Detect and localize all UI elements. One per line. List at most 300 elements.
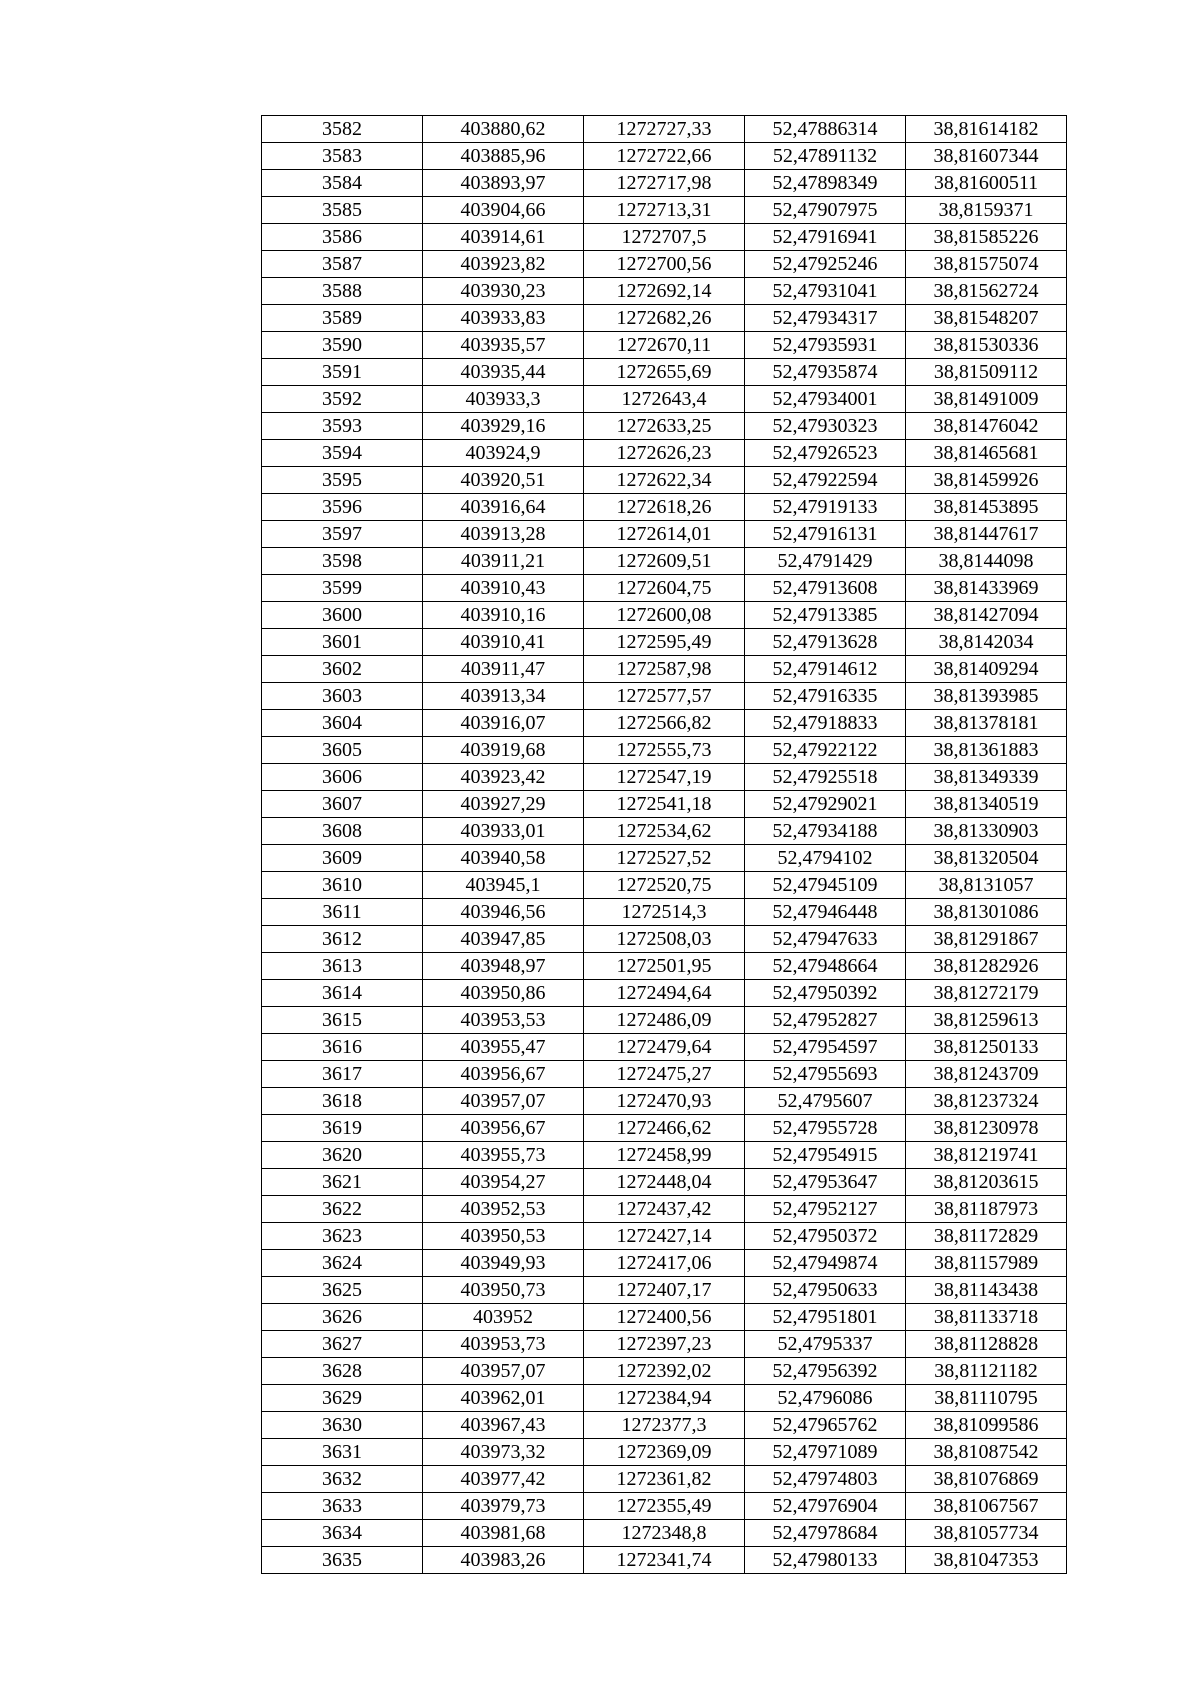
y-coordinate-cell: 1272609,51 [584, 548, 745, 575]
x-coordinate-cell: 403910,16 [423, 602, 584, 629]
longitude-cell: 38,8142034 [906, 629, 1067, 656]
y-coordinate-cell: 1272448,04 [584, 1169, 745, 1196]
x-coordinate-cell: 403948,97 [423, 953, 584, 980]
longitude-cell: 38,81378181 [906, 710, 1067, 737]
point-number-cell: 3599 [262, 575, 423, 602]
latitude-cell: 52,47925246 [745, 251, 906, 278]
y-coordinate-cell: 1272534,62 [584, 818, 745, 845]
x-coordinate-cell: 403913,28 [423, 521, 584, 548]
point-number-cell: 3584 [262, 170, 423, 197]
y-coordinate-cell: 1272479,64 [584, 1034, 745, 1061]
longitude-cell: 38,81282926 [906, 953, 1067, 980]
longitude-cell: 38,81121182 [906, 1358, 1067, 1385]
x-coordinate-cell: 403940,58 [423, 845, 584, 872]
table-row [262, 1547, 1067, 1574]
x-coordinate-cell: 403885,96 [423, 143, 584, 170]
x-coordinate-cell: 403916,64 [423, 494, 584, 521]
point-number-cell: 3595 [262, 467, 423, 494]
longitude-cell: 38,81087542 [906, 1439, 1067, 1466]
latitude-cell: 52,47913628 [745, 629, 906, 656]
latitude-cell: 52,47918833 [745, 710, 906, 737]
table-row [262, 1223, 1067, 1250]
point-number-cell: 3590 [262, 332, 423, 359]
point-number-cell: 3606 [262, 764, 423, 791]
table-row [262, 1169, 1067, 1196]
table-row [262, 1412, 1067, 1439]
latitude-cell: 52,47954597 [745, 1034, 906, 1061]
point-number-cell: 3585 [262, 197, 423, 224]
longitude-cell: 38,81187973 [906, 1196, 1067, 1223]
table-row [262, 1142, 1067, 1169]
x-coordinate-cell: 403880,62 [423, 116, 584, 143]
point-number-cell: 3616 [262, 1034, 423, 1061]
latitude-cell: 52,47925518 [745, 764, 906, 791]
longitude-cell: 38,81330903 [906, 818, 1067, 845]
longitude-cell: 38,8131057 [906, 872, 1067, 899]
point-number-cell: 3635 [262, 1547, 423, 1574]
longitude-cell: 38,81361883 [906, 737, 1067, 764]
x-coordinate-cell: 403957,07 [423, 1358, 584, 1385]
y-coordinate-cell: 1272427,14 [584, 1223, 745, 1250]
longitude-cell: 38,81047353 [906, 1547, 1067, 1574]
longitude-cell: 38,81491009 [906, 386, 1067, 413]
x-coordinate-cell: 403933,3 [423, 386, 584, 413]
longitude-cell: 38,81476042 [906, 413, 1067, 440]
longitude-cell: 38,81291867 [906, 926, 1067, 953]
y-coordinate-cell: 1272397,23 [584, 1331, 745, 1358]
point-number-cell: 3617 [262, 1061, 423, 1088]
point-number-cell: 3628 [262, 1358, 423, 1385]
table-row [262, 197, 1067, 224]
longitude-cell: 38,81237324 [906, 1088, 1067, 1115]
point-number-cell: 3626 [262, 1304, 423, 1331]
x-coordinate-cell: 403956,67 [423, 1115, 584, 1142]
table-row [262, 818, 1067, 845]
y-coordinate-cell: 1272618,26 [584, 494, 745, 521]
longitude-cell: 38,81076869 [906, 1466, 1067, 1493]
x-coordinate-cell: 403950,86 [423, 980, 584, 1007]
point-number-cell: 3594 [262, 440, 423, 467]
table-row [262, 1466, 1067, 1493]
y-coordinate-cell: 1272527,52 [584, 845, 745, 872]
x-coordinate-cell: 403977,42 [423, 1466, 584, 1493]
point-number-cell: 3634 [262, 1520, 423, 1547]
point-number-cell: 3608 [262, 818, 423, 845]
point-number-cell: 3630 [262, 1412, 423, 1439]
latitude-cell: 52,47949874 [745, 1250, 906, 1277]
x-coordinate-cell: 403953,53 [423, 1007, 584, 1034]
coordinate-table-body [262, 116, 1067, 1574]
longitude-cell: 38,81259613 [906, 1007, 1067, 1034]
table-row [262, 386, 1067, 413]
table-row [262, 1034, 1067, 1061]
y-coordinate-cell: 1272727,33 [584, 116, 745, 143]
coordinate-table [261, 115, 1067, 1574]
x-coordinate-cell: 403929,16 [423, 413, 584, 440]
latitude-cell: 52,47916941 [745, 224, 906, 251]
point-number-cell: 3629 [262, 1385, 423, 1412]
y-coordinate-cell: 1272713,31 [584, 197, 745, 224]
latitude-cell: 52,47978684 [745, 1520, 906, 1547]
table-row [262, 143, 1067, 170]
point-number-cell: 3627 [262, 1331, 423, 1358]
y-coordinate-cell: 1272475,27 [584, 1061, 745, 1088]
y-coordinate-cell: 1272600,08 [584, 602, 745, 629]
latitude-cell: 52,47922594 [745, 467, 906, 494]
longitude-cell: 38,81143438 [906, 1277, 1067, 1304]
point-number-cell: 3605 [262, 737, 423, 764]
latitude-cell: 52,47956392 [745, 1358, 906, 1385]
longitude-cell: 38,81203615 [906, 1169, 1067, 1196]
latitude-cell: 52,47955728 [745, 1115, 906, 1142]
point-number-cell: 3612 [262, 926, 423, 953]
x-coordinate-cell: 403949,93 [423, 1250, 584, 1277]
latitude-cell: 52,47954915 [745, 1142, 906, 1169]
point-number-cell: 3603 [262, 683, 423, 710]
point-number-cell: 3586 [262, 224, 423, 251]
x-coordinate-cell: 403983,26 [423, 1547, 584, 1574]
x-coordinate-cell: 403957,07 [423, 1088, 584, 1115]
point-number-cell: 3624 [262, 1250, 423, 1277]
y-coordinate-cell: 1272626,23 [584, 440, 745, 467]
longitude-cell: 38,81409294 [906, 656, 1067, 683]
y-coordinate-cell: 1272348,8 [584, 1520, 745, 1547]
table-row [262, 1250, 1067, 1277]
table-row [262, 656, 1067, 683]
y-coordinate-cell: 1272587,98 [584, 656, 745, 683]
latitude-cell: 52,47934188 [745, 818, 906, 845]
y-coordinate-cell: 1272508,03 [584, 926, 745, 953]
longitude-cell: 38,81393985 [906, 683, 1067, 710]
longitude-cell: 38,81340519 [906, 791, 1067, 818]
y-coordinate-cell: 1272692,14 [584, 278, 745, 305]
latitude-cell: 52,47913608 [745, 575, 906, 602]
x-coordinate-cell: 403950,53 [423, 1223, 584, 1250]
table-row [262, 953, 1067, 980]
table-row [262, 1493, 1067, 1520]
longitude-cell: 38,81447617 [906, 521, 1067, 548]
point-number-cell: 3621 [262, 1169, 423, 1196]
table-row [262, 710, 1067, 737]
y-coordinate-cell: 1272722,66 [584, 143, 745, 170]
point-number-cell: 3625 [262, 1277, 423, 1304]
x-coordinate-cell: 403910,41 [423, 629, 584, 656]
latitude-cell: 52,47948664 [745, 953, 906, 980]
latitude-cell: 52,47952827 [745, 1007, 906, 1034]
y-coordinate-cell: 1272377,3 [584, 1412, 745, 1439]
point-number-cell: 3593 [262, 413, 423, 440]
latitude-cell: 52,47913385 [745, 602, 906, 629]
table-row [262, 440, 1067, 467]
y-coordinate-cell: 1272707,5 [584, 224, 745, 251]
longitude-cell: 38,81272179 [906, 980, 1067, 1007]
table-row [262, 116, 1067, 143]
longitude-cell: 38,81230978 [906, 1115, 1067, 1142]
table-row [262, 629, 1067, 656]
y-coordinate-cell: 1272577,57 [584, 683, 745, 710]
latitude-cell: 52,47929021 [745, 791, 906, 818]
x-coordinate-cell: 403935,44 [423, 359, 584, 386]
latitude-cell: 52,47926523 [745, 440, 906, 467]
table-row [262, 251, 1067, 278]
longitude-cell: 38,81548207 [906, 305, 1067, 332]
point-number-cell: 3632 [262, 1466, 423, 1493]
x-coordinate-cell: 403904,66 [423, 197, 584, 224]
x-coordinate-cell: 403913,34 [423, 683, 584, 710]
x-coordinate-cell: 403914,61 [423, 224, 584, 251]
longitude-cell: 38,81110795 [906, 1385, 1067, 1412]
x-coordinate-cell: 403911,21 [423, 548, 584, 575]
latitude-cell: 52,47950372 [745, 1223, 906, 1250]
table-row [262, 1331, 1067, 1358]
latitude-cell: 52,47950392 [745, 980, 906, 1007]
latitude-cell: 52,47934317 [745, 305, 906, 332]
y-coordinate-cell: 1272541,18 [584, 791, 745, 818]
point-number-cell: 3588 [262, 278, 423, 305]
table-row [262, 224, 1067, 251]
latitude-cell: 52,47947633 [745, 926, 906, 953]
x-coordinate-cell: 403924,9 [423, 440, 584, 467]
latitude-cell: 52,47916335 [745, 683, 906, 710]
table-row [262, 1115, 1067, 1142]
latitude-cell: 52,47934001 [745, 386, 906, 413]
table-row [262, 1439, 1067, 1466]
x-coordinate-cell: 403973,32 [423, 1439, 584, 1466]
x-coordinate-cell: 403933,83 [423, 305, 584, 332]
latitude-cell: 52,47891132 [745, 143, 906, 170]
longitude-cell: 38,81614182 [906, 116, 1067, 143]
longitude-cell: 38,81607344 [906, 143, 1067, 170]
y-coordinate-cell: 1272458,99 [584, 1142, 745, 1169]
y-coordinate-cell: 1272501,95 [584, 953, 745, 980]
latitude-cell: 52,47922122 [745, 737, 906, 764]
latitude-cell: 52,47930323 [745, 413, 906, 440]
longitude-cell: 38,81133718 [906, 1304, 1067, 1331]
table-row [262, 1520, 1067, 1547]
point-number-cell: 3583 [262, 143, 423, 170]
x-coordinate-cell: 403946,56 [423, 899, 584, 926]
table-row [262, 575, 1067, 602]
point-number-cell: 3598 [262, 548, 423, 575]
longitude-cell: 38,81250133 [906, 1034, 1067, 1061]
x-coordinate-cell: 403979,73 [423, 1493, 584, 1520]
latitude-cell: 52,4791429 [745, 548, 906, 575]
x-coordinate-cell: 403910,43 [423, 575, 584, 602]
x-coordinate-cell: 403919,68 [423, 737, 584, 764]
y-coordinate-cell: 1272417,06 [584, 1250, 745, 1277]
longitude-cell: 38,81509112 [906, 359, 1067, 386]
point-number-cell: 3582 [262, 116, 423, 143]
y-coordinate-cell: 1272717,98 [584, 170, 745, 197]
table-row [262, 737, 1067, 764]
table-row [262, 1007, 1067, 1034]
x-coordinate-cell: 403893,97 [423, 170, 584, 197]
y-coordinate-cell: 1272622,34 [584, 467, 745, 494]
longitude-cell: 38,81157989 [906, 1250, 1067, 1277]
point-number-cell: 3618 [262, 1088, 423, 1115]
y-coordinate-cell: 1272437,42 [584, 1196, 745, 1223]
y-coordinate-cell: 1272392,02 [584, 1358, 745, 1385]
longitude-cell: 38,81243709 [906, 1061, 1067, 1088]
longitude-cell: 38,81301086 [906, 899, 1067, 926]
latitude-cell: 52,47952127 [745, 1196, 906, 1223]
y-coordinate-cell: 1272470,93 [584, 1088, 745, 1115]
latitude-cell: 52,47965762 [745, 1412, 906, 1439]
y-coordinate-cell: 1272369,09 [584, 1439, 745, 1466]
table-row [262, 602, 1067, 629]
table-row [262, 1304, 1067, 1331]
longitude-cell: 38,81433969 [906, 575, 1067, 602]
x-coordinate-cell: 403981,68 [423, 1520, 584, 1547]
latitude-cell: 52,47919133 [745, 494, 906, 521]
point-number-cell: 3589 [262, 305, 423, 332]
point-number-cell: 3592 [262, 386, 423, 413]
table-row [262, 845, 1067, 872]
longitude-cell: 38,8144098 [906, 548, 1067, 575]
longitude-cell: 38,81349339 [906, 764, 1067, 791]
x-coordinate-cell: 403920,51 [423, 467, 584, 494]
y-coordinate-cell: 1272682,26 [584, 305, 745, 332]
y-coordinate-cell: 1272555,73 [584, 737, 745, 764]
latitude-cell: 52,47980133 [745, 1547, 906, 1574]
table-row [262, 467, 1067, 494]
x-coordinate-cell: 403967,43 [423, 1412, 584, 1439]
table-row [262, 359, 1067, 386]
longitude-cell: 38,81600511 [906, 170, 1067, 197]
latitude-cell: 52,4794102 [745, 845, 906, 872]
latitude-cell: 52,47976904 [745, 1493, 906, 1520]
y-coordinate-cell: 1272400,56 [584, 1304, 745, 1331]
table-row [262, 548, 1067, 575]
y-coordinate-cell: 1272700,56 [584, 251, 745, 278]
latitude-cell: 52,47971089 [745, 1439, 906, 1466]
y-coordinate-cell: 1272355,49 [584, 1493, 745, 1520]
longitude-cell: 38,81172829 [906, 1223, 1067, 1250]
point-number-cell: 3633 [262, 1493, 423, 1520]
y-coordinate-cell: 1272384,94 [584, 1385, 745, 1412]
point-number-cell: 3601 [262, 629, 423, 656]
longitude-cell: 38,81427094 [906, 602, 1067, 629]
longitude-cell: 38,81128828 [906, 1331, 1067, 1358]
table-row [262, 278, 1067, 305]
table-row [262, 980, 1067, 1007]
y-coordinate-cell: 1272614,01 [584, 521, 745, 548]
x-coordinate-cell: 403962,01 [423, 1385, 584, 1412]
longitude-cell: 38,81320504 [906, 845, 1067, 872]
point-number-cell: 3604 [262, 710, 423, 737]
point-number-cell: 3596 [262, 494, 423, 521]
x-coordinate-cell: 403950,73 [423, 1277, 584, 1304]
latitude-cell: 52,47914612 [745, 656, 906, 683]
longitude-cell: 38,81465681 [906, 440, 1067, 467]
y-coordinate-cell: 1272547,19 [584, 764, 745, 791]
point-number-cell: 3607 [262, 791, 423, 818]
longitude-cell: 38,81067567 [906, 1493, 1067, 1520]
point-number-cell: 3622 [262, 1196, 423, 1223]
longitude-cell: 38,81099586 [906, 1412, 1067, 1439]
x-coordinate-cell: 403953,73 [423, 1331, 584, 1358]
latitude-cell: 52,47955693 [745, 1061, 906, 1088]
point-number-cell: 3620 [262, 1142, 423, 1169]
table-row [262, 1358, 1067, 1385]
point-number-cell: 3619 [262, 1115, 423, 1142]
point-number-cell: 3613 [262, 953, 423, 980]
table-row [262, 926, 1067, 953]
longitude-cell: 38,81459926 [906, 467, 1067, 494]
point-number-cell: 3615 [262, 1007, 423, 1034]
y-coordinate-cell: 1272643,4 [584, 386, 745, 413]
y-coordinate-cell: 1272633,25 [584, 413, 745, 440]
table-row [262, 305, 1067, 332]
longitude-cell: 38,81585226 [906, 224, 1067, 251]
x-coordinate-cell: 403933,01 [423, 818, 584, 845]
table-row [262, 494, 1067, 521]
x-coordinate-cell: 403952 [423, 1304, 584, 1331]
x-coordinate-cell: 403935,57 [423, 332, 584, 359]
x-coordinate-cell: 403916,07 [423, 710, 584, 737]
x-coordinate-cell: 403954,27 [423, 1169, 584, 1196]
point-number-cell: 3609 [262, 845, 423, 872]
point-number-cell: 3597 [262, 521, 423, 548]
table-row [262, 1277, 1067, 1304]
latitude-cell: 52,47945109 [745, 872, 906, 899]
point-number-cell: 3611 [262, 899, 423, 926]
y-coordinate-cell: 1272595,49 [584, 629, 745, 656]
latitude-cell: 52,47931041 [745, 278, 906, 305]
table-row [262, 1196, 1067, 1223]
y-coordinate-cell: 1272514,3 [584, 899, 745, 926]
table-row [262, 170, 1067, 197]
y-coordinate-cell: 1272604,75 [584, 575, 745, 602]
point-number-cell: 3623 [262, 1223, 423, 1250]
latitude-cell: 52,47951801 [745, 1304, 906, 1331]
y-coordinate-cell: 1272566,82 [584, 710, 745, 737]
table-row [262, 764, 1067, 791]
y-coordinate-cell: 1272341,74 [584, 1547, 745, 1574]
latitude-cell: 52,47946448 [745, 899, 906, 926]
table-row [262, 1088, 1067, 1115]
latitude-cell: 52,47898349 [745, 170, 906, 197]
longitude-cell: 38,81219741 [906, 1142, 1067, 1169]
table-row [262, 413, 1067, 440]
table-row [262, 683, 1067, 710]
latitude-cell: 52,47886314 [745, 116, 906, 143]
longitude-cell: 38,81530336 [906, 332, 1067, 359]
x-coordinate-cell: 403955,47 [423, 1034, 584, 1061]
table-row [262, 1385, 1067, 1412]
point-number-cell: 3602 [262, 656, 423, 683]
table-row [262, 899, 1067, 926]
y-coordinate-cell: 1272655,69 [584, 359, 745, 386]
longitude-cell: 38,81562724 [906, 278, 1067, 305]
longitude-cell: 38,81453895 [906, 494, 1067, 521]
longitude-cell: 38,81575074 [906, 251, 1067, 278]
latitude-cell: 52,47953647 [745, 1169, 906, 1196]
y-coordinate-cell: 1272670,11 [584, 332, 745, 359]
x-coordinate-cell: 403945,1 [423, 872, 584, 899]
point-number-cell: 3631 [262, 1439, 423, 1466]
x-coordinate-cell: 403911,47 [423, 656, 584, 683]
x-coordinate-cell: 403955,73 [423, 1142, 584, 1169]
point-number-cell: 3591 [262, 359, 423, 386]
y-coordinate-cell: 1272494,64 [584, 980, 745, 1007]
point-number-cell: 3610 [262, 872, 423, 899]
latitude-cell: 52,4795337 [745, 1331, 906, 1358]
latitude-cell: 52,47907975 [745, 197, 906, 224]
table-row [262, 1061, 1067, 1088]
x-coordinate-cell: 403923,82 [423, 251, 584, 278]
latitude-cell: 52,47935874 [745, 359, 906, 386]
